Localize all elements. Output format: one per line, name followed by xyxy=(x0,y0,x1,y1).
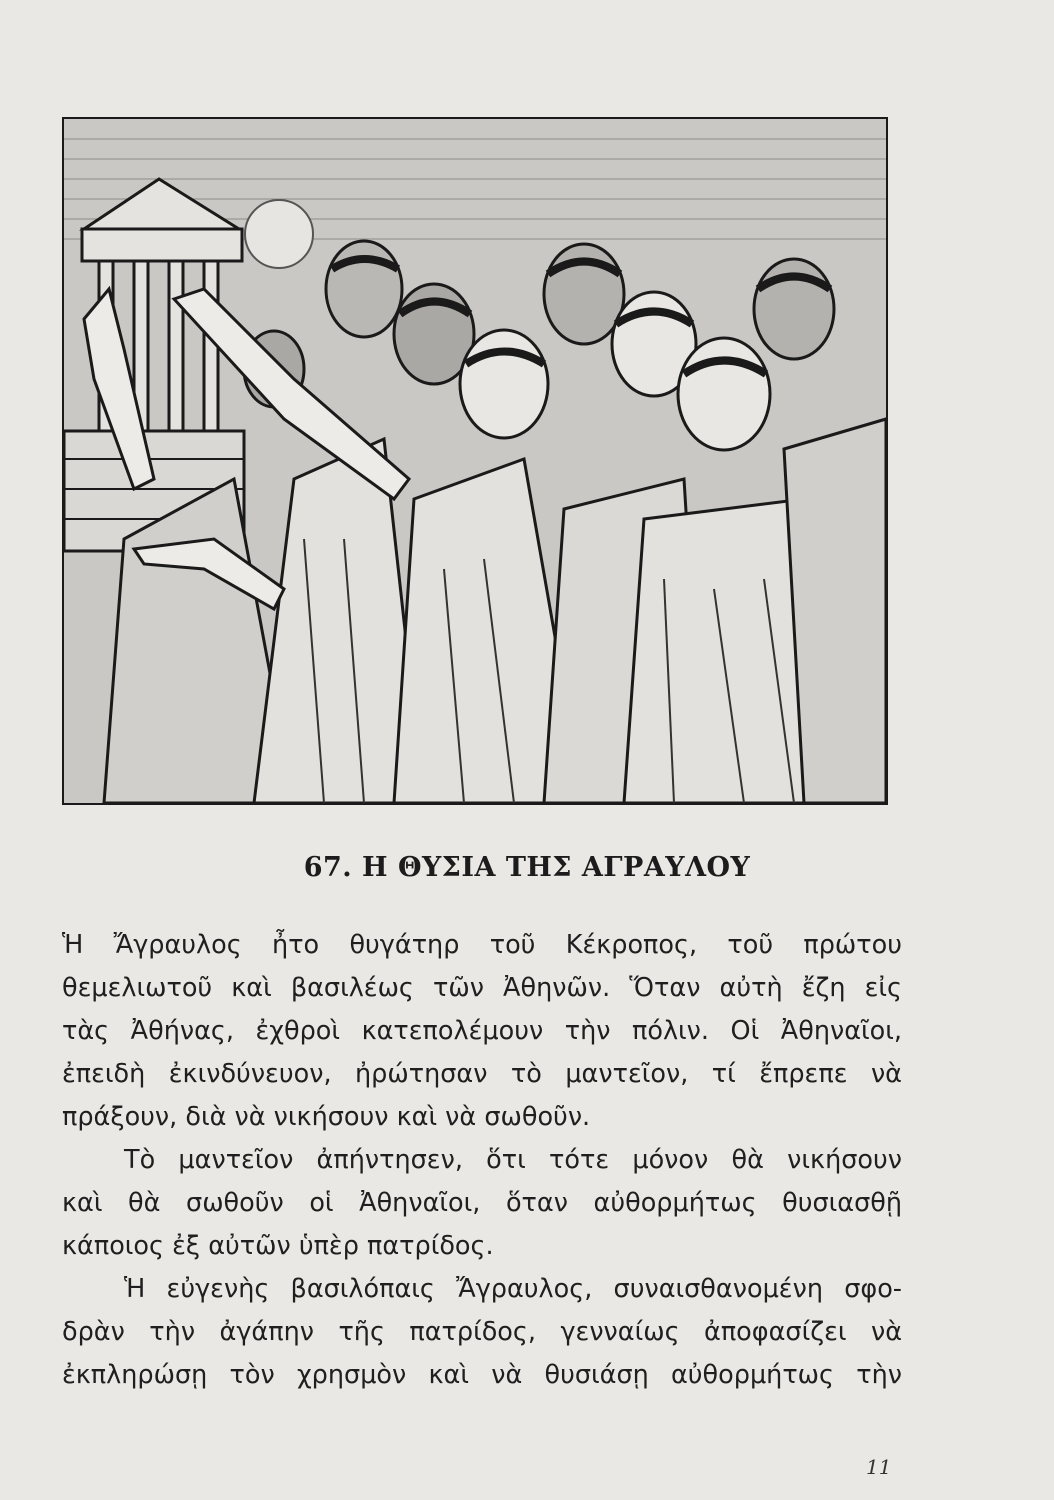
body-text xyxy=(62,924,902,1397)
text-line: τὰς Ἀθήνας, ἐχθροὶ κατεπολέμουν τὴν πόλιν. Οἱ Ἀθηναῖοι, xyxy=(62,1016,902,1046)
illustration-panel xyxy=(62,117,888,805)
paragraph-1 xyxy=(62,924,902,1139)
text-line: καὶ θὰ σωθοῦν οἱ Ἀθηναῖοι, ὅταν αὐθορμήτως θυσιασθῇ xyxy=(62,1188,902,1218)
text-line: πράξουν, διὰ νὰ νικήσουν καὶ νὰ σωθοῦν. xyxy=(62,1102,591,1132)
women-procession-illustration xyxy=(64,119,886,803)
chapter-title: 67. Η ΘΥΣΙΑ ΤΗΣ ΑΓΡΑΥΛΟΥ xyxy=(303,852,751,883)
paragraph-3 xyxy=(62,1268,902,1397)
sun xyxy=(245,200,313,268)
text-line: Ἡ εὐγενὴς βασιλόπαις Ἄγραυλος, συναισθανομένη σφο- xyxy=(124,1274,902,1304)
text-line: δρὰν τὴν ἀγάπην τῆς πατρίδος, γενναίως ἀποφασίζει νὰ xyxy=(62,1317,902,1347)
page-number: 11 xyxy=(866,1455,892,1479)
text-line: θεμελιωτοῦ καὶ βασιλέως τῶν Ἀθηνῶν. Ὅταν αὐτὴ ἔζη εἰς xyxy=(62,973,902,1003)
paragraph-2 xyxy=(62,1139,902,1268)
text-line: Τὸ μαντεῖον ἀπήντησεν, ὅτι τότε μόνον θὰ νικήσουν xyxy=(124,1145,902,1175)
text-line: ἐκπληρώσῃ τὸν χρησμὸν καὶ νὰ θυσιάσῃ αὐθορμήτως τὴν xyxy=(62,1360,902,1390)
text-line: ἐπειδὴ ἐκινδύνευον, ἠρώτησαν τὸ μαντεῖον, τί ἔπρεπε νὰ xyxy=(62,1059,902,1089)
text-line: κάποιος ἐξ αὐτῶν ὑπὲρ πατρίδος. xyxy=(62,1231,494,1261)
text-line: Ἡ Ἄγραυλος ἦτο θυγάτηρ τοῦ Κέκροπος, τοῦ πρώτου xyxy=(62,930,902,960)
